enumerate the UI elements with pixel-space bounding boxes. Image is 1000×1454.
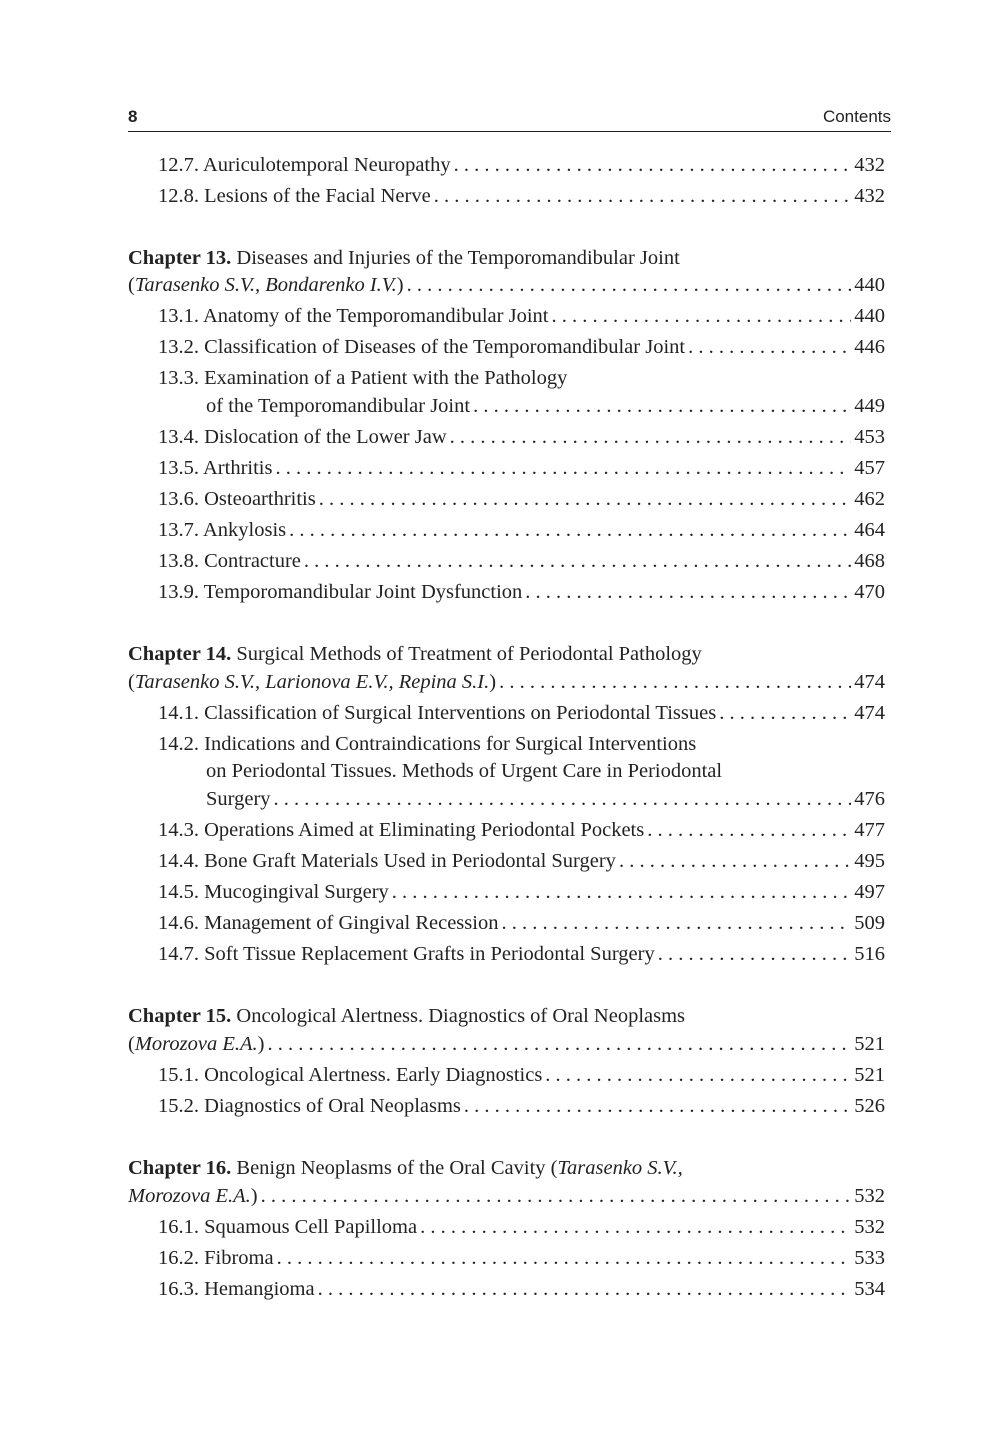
page-ref: 474 (854, 702, 885, 724)
toc-entry[interactable]: 16.3. Hemangioma . . . 534 (158, 1275, 885, 1303)
leader-dots (304, 547, 851, 575)
page-ref: 497 (854, 881, 885, 903)
toc-entry[interactable]: 13.8. Contracture . . . 468 (158, 547, 885, 575)
leader-dots (501, 909, 851, 937)
chapter-authors: Tarasenko S.V., Bondarenko I.V. (134, 274, 397, 296)
leader-dots (434, 182, 852, 210)
toc-entry[interactable]: 13.4. Dislocation of the Lower Jaw . . . 453 (158, 423, 885, 451)
leader-dots (619, 847, 851, 875)
leader-dots (267, 1030, 851, 1058)
toc-entry[interactable]: 14.1. Classification of Surgical Interventions on Periodontal Tissues . . . 474 (158, 699, 885, 727)
toc-entry[interactable]: 15.1. Oncological Alertness. Early Diagnostics . . . 521 (158, 1061, 885, 1089)
chapter-heading[interactable] (128, 1002, 685, 1030)
toc-entry[interactable]: 14.7. Soft Tissue Replacement Grafts in Periodontal Surgery . . . 516 (158, 940, 885, 968)
page-ref: 440 (854, 274, 885, 296)
chapter-title: Diseases and Injuries of the Temporomandibular Joint (236, 247, 680, 269)
toc-entry-continuation[interactable]: on Periodontal Tissues. Methods of Urgent Care in Periodontal (206, 760, 723, 782)
toc-entry-first-line[interactable]: 13.3. Examination of a Patient with the Pathology (158, 367, 568, 389)
page-ref: 457 (854, 457, 885, 479)
chapter-title: Surgical Methods of Treatment of Periodontal Pathology (236, 643, 702, 665)
toc-entry[interactable]: 12.8. Lesions of the Facial Nerve . . . 432 (158, 182, 885, 210)
leader-dots (719, 699, 851, 727)
chapter-heading[interactable] (128, 244, 680, 272)
leader-dots (274, 785, 852, 813)
toc-entry[interactable]: 14.3. Operations Aimed at Eliminating Periodontal Pockets . . . 477 (158, 816, 885, 844)
page-ref: 446 (854, 336, 885, 358)
page-ref: 440 (854, 305, 885, 327)
chapter-heading[interactable] (128, 1154, 683, 1182)
chapter-authors: Morozova E.A. (128, 1185, 251, 1207)
chapter-title: Oncological Alertness. Diagnostics of Oral Neoplasms (236, 1005, 686, 1027)
leader-dots (420, 1213, 851, 1241)
page-ref: 476 (854, 788, 885, 810)
page-ref: 532 (854, 1216, 885, 1238)
chapter-authors-line[interactable]: (Tarasenko S.V., Bondarenko I.V.) . . . 440 (128, 271, 885, 299)
page-ref: 526 (854, 1095, 885, 1117)
leader-dots (277, 1244, 852, 1272)
chapter-authors: Tarasenko S.V., (557, 1157, 683, 1179)
page-ref: 432 (854, 154, 885, 176)
leader-dots (473, 392, 851, 420)
page-ref: 495 (854, 850, 885, 872)
chapter-authors-line[interactable]: Morozova E.A.) . . . 532 (128, 1182, 885, 1210)
toc-entry[interactable]: 13.2. Classification of Diseases of the Temporomandibular Joint . . . 446 (158, 333, 885, 361)
toc-entry[interactable]: 13.1. Anatomy of the Temporomandibular Joint . . . 440 (158, 302, 885, 330)
chapter-label: Chapter 14. (128, 643, 232, 665)
toc-entry[interactable]: 16.2. Fibroma . . . 533 (158, 1244, 885, 1272)
chapter-label: Chapter 13. (128, 247, 232, 269)
page-number: 8 (128, 107, 138, 126)
toc-entry[interactable]: of the Temporomandibular Joint . . . 449 (206, 392, 885, 420)
toc-entry[interactable]: 15.2. Diagnostics of Oral Neoplasms . . . 526 (158, 1092, 885, 1120)
chapter-title: Benign Neoplasms of the Oral Cavity ( (236, 1157, 558, 1179)
leader-dots (525, 578, 851, 606)
toc-entry[interactable]: 16.1. Squamous Cell Papilloma . . . 532 (158, 1213, 885, 1241)
chapter-label: Chapter 15. (128, 1005, 232, 1027)
chapter-authors-line[interactable]: (Tarasenko S.V., Larionova E.V., Repina S.I.) . . . 474 (128, 668, 885, 696)
page-ref: 534 (854, 1278, 885, 1300)
chapter-heading[interactable] (128, 640, 702, 668)
toc-entry-first-line[interactable]: 14.2. Indications and Contraindications for Surgical Interventions (158, 733, 697, 755)
page-ref: 521 (854, 1033, 885, 1055)
leader-dots (392, 878, 851, 906)
page-ref: 468 (854, 550, 885, 572)
page-ref: 449 (854, 395, 885, 417)
leader-dots (464, 1092, 851, 1120)
toc-entry[interactable]: 13.5. Arthritis . . . 457 (158, 454, 885, 482)
page-ref: 533 (854, 1247, 885, 1269)
page-ref: 516 (854, 943, 885, 965)
page-ref: 432 (854, 185, 885, 207)
toc-entry[interactable]: Surgery . . . 476 (206, 785, 885, 813)
leader-dots (450, 423, 852, 451)
page-ref: 462 (854, 488, 885, 510)
page-ref: 532 (854, 1185, 885, 1207)
page-ref: 509 (854, 912, 885, 934)
leader-dots (261, 1182, 852, 1210)
page-ref: 453 (854, 426, 885, 448)
toc-entry[interactable]: 13.9. Temporomandibular Joint Dysfunction . . . 470 (158, 578, 885, 606)
page-ref: 521 (854, 1064, 885, 1086)
leader-dots (647, 816, 851, 844)
section-title: Contents (822, 107, 891, 126)
leader-dots (319, 485, 852, 513)
toc-entry[interactable]: 14.5. Mucogingival Surgery . . . 497 (158, 878, 885, 906)
chapter-authors-line[interactable]: (Morozova E.A.) . . . 521 (128, 1030, 885, 1058)
leader-dots (551, 302, 851, 330)
toc-entry[interactable]: 14.4. Bone Graft Materials Used in Periodontal Surgery . . . 495 (158, 847, 885, 875)
chapter-label: Chapter 16. (128, 1157, 232, 1179)
toc-entry[interactable]: 13.6. Osteoarthritis . . . 462 (158, 485, 885, 513)
toc-entry[interactable]: 13.7. Ankylosis . . . 464 (158, 516, 885, 544)
leader-dots (658, 940, 852, 968)
chapter-authors: Tarasenko S.V., Larionova E.V., Repina S.I. (134, 671, 490, 693)
page-ref: 464 (854, 519, 885, 541)
leader-dots (407, 271, 852, 299)
page-ref: 470 (854, 581, 885, 603)
running-head (128, 104, 891, 132)
page-ref: 474 (854, 671, 885, 693)
leader-dots (318, 1275, 852, 1303)
leader-dots (454, 151, 852, 179)
leader-dots (289, 516, 851, 544)
chapter-authors: Morozova E.A. (134, 1033, 258, 1055)
toc-entry[interactable]: 12.7. Auriculotemporal Neuropathy . . . 432 (158, 151, 885, 179)
leader-dots (688, 333, 851, 361)
leader-dots (499, 668, 851, 696)
page-ref: 477 (854, 819, 885, 841)
leader-dots (275, 454, 851, 482)
toc-entry[interactable]: 14.6. Management of Gingival Recession . . . 509 (158, 909, 885, 937)
leader-dots (545, 1061, 851, 1089)
